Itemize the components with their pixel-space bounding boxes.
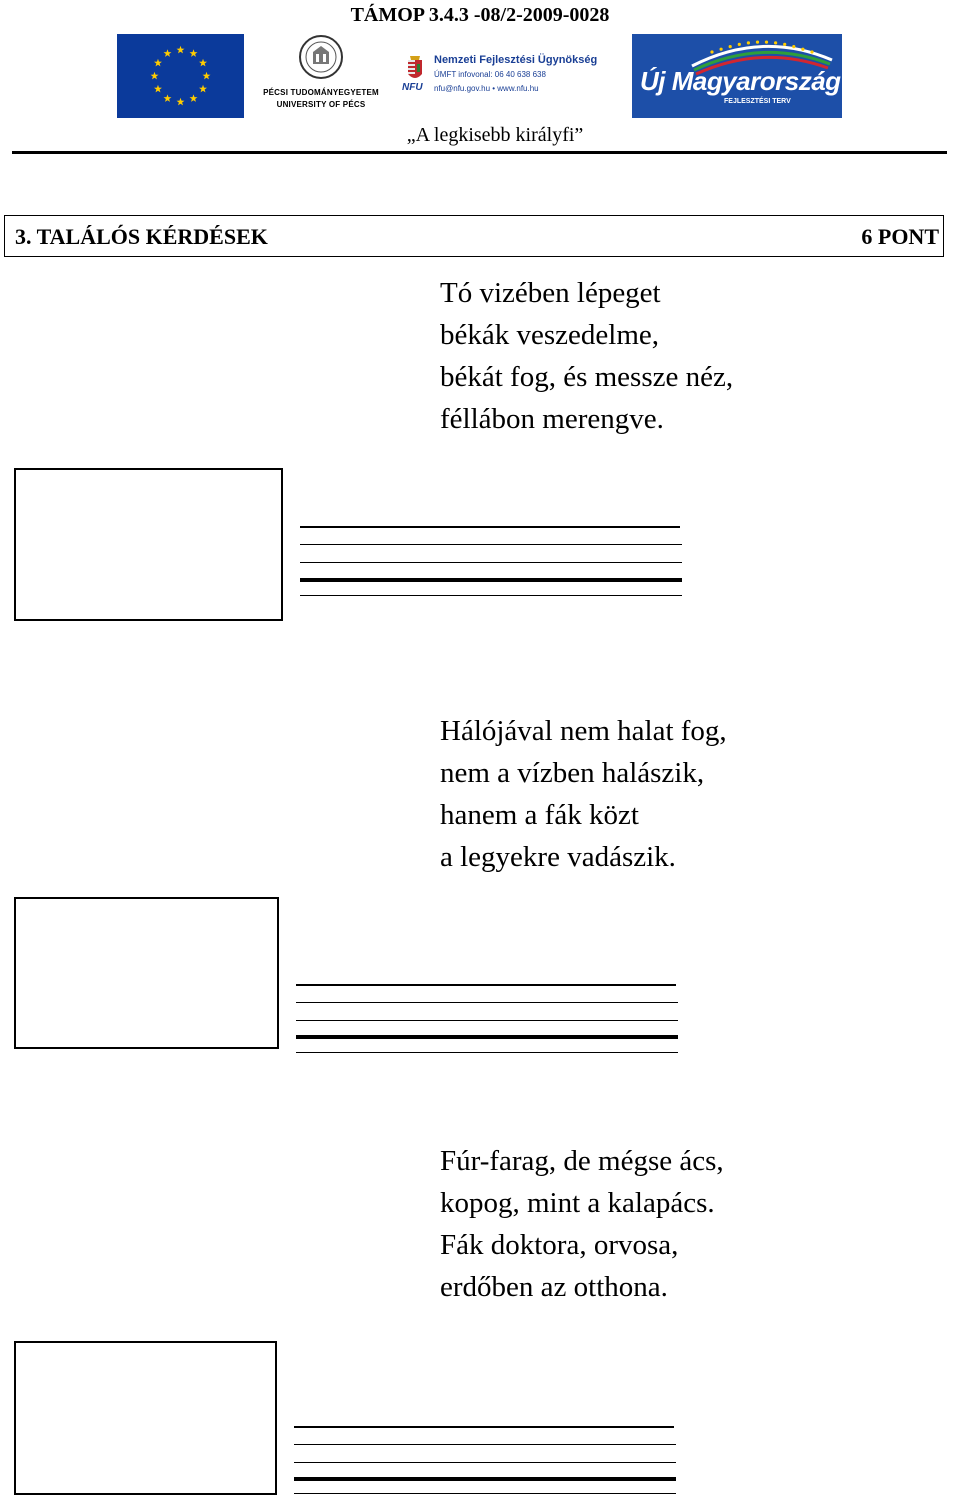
- drawing-box-3[interactable]: [14, 1341, 277, 1495]
- arc-star-icon: [792, 45, 795, 48]
- arc-star-icon: [783, 43, 786, 46]
- arc-star-icon: [729, 45, 732, 48]
- riddle-line: békák veszedelme,: [440, 319, 660, 351]
- answer-line: [294, 1493, 676, 1494]
- answer-line: [296, 1035, 678, 1039]
- arc-star-icon: [747, 41, 750, 44]
- riddle-line: kopog, mint a kalapács.: [440, 1187, 715, 1219]
- answer-line: [296, 1002, 678, 1003]
- riddle-line: erdőben az otthona.: [440, 1271, 668, 1303]
- answer-line: [294, 1477, 676, 1481]
- arc-star-icon: [801, 48, 804, 51]
- uj-magyarorszag-subtitle: FEJLESZTÉSI TERV: [724, 98, 791, 105]
- riddle-line: nem a vízben halászik,: [440, 757, 705, 789]
- answer-line: [296, 1052, 678, 1053]
- section-header: [4, 215, 944, 257]
- answer-lines-2[interactable]: [296, 984, 678, 1056]
- answer-lines-3[interactable]: [294, 1426, 676, 1496]
- arc-star-icon: [710, 50, 713, 53]
- answer-line: [300, 595, 682, 596]
- riddle-line: Fúr-farag, de mégse ács,: [440, 1145, 724, 1177]
- section-title: 3. TALÁLÓS KÉRDÉSEK: [15, 224, 268, 249]
- riddle-3-text: [440, 1140, 940, 1308]
- nfu-logo: [400, 52, 622, 112]
- answer-line: [300, 526, 680, 528]
- answer-line: [296, 984, 676, 986]
- nfu-infoline: ÚMFT infovonal: 06 40 638 638: [434, 70, 546, 79]
- riddle-line: Hálójával nem halat fog,: [440, 715, 727, 747]
- arc-star-icon: [765, 41, 768, 44]
- nfu-contact: nfu@nfu.gov.hu • www.nfu.hu: [434, 84, 539, 93]
- arc-star-icon: [810, 50, 813, 53]
- answer-line: [294, 1426, 674, 1428]
- uj-magyarorszag-logo: [632, 34, 842, 118]
- arc-star-icon: [738, 43, 741, 46]
- riddle-1-text: [440, 272, 940, 440]
- project-code: TÁMOP 3.4.3 -08/2-2009-0028: [350, 4, 610, 26]
- nfu-abbr: NFU: [402, 82, 423, 93]
- drawing-box-1[interactable]: [14, 468, 283, 621]
- eu-flag-icon: [117, 34, 244, 118]
- answer-line: [300, 578, 682, 582]
- arc-star-icon: [756, 41, 759, 44]
- university-name-hu: PÉCSI TUDOMÁNYEGYETEM: [263, 88, 379, 97]
- riddle-line: Fák doktora, orvosa,: [440, 1229, 679, 1261]
- arc-star-icon: [774, 41, 777, 44]
- university-name-en: UNIVERSITY OF PÉCS: [276, 100, 366, 109]
- answer-line: [296, 1020, 678, 1021]
- riddle-line: Tó vizében lépeget: [440, 277, 661, 309]
- answer-line: [300, 562, 682, 563]
- university-seal-icon: [298, 34, 344, 80]
- answer-line: [300, 544, 682, 545]
- answer-line: [294, 1444, 676, 1445]
- section-points: 6 PONT: [861, 224, 939, 249]
- drawing-box-2[interactable]: [14, 897, 279, 1049]
- uj-magyarorszag-title: Új Magyarország: [640, 66, 841, 96]
- header-divider: [12, 151, 947, 154]
- answer-line: [294, 1462, 676, 1463]
- riddle-line: féllábon merengve.: [440, 403, 664, 435]
- riddle-2-text: [440, 710, 940, 878]
- university-logo: [256, 34, 386, 118]
- answer-lines-1[interactable]: [300, 526, 682, 598]
- nfu-name: Nemzeti Fejlesztési Ügynökség: [434, 54, 598, 66]
- riddle-line: a legyekre vadászik.: [440, 841, 676, 873]
- arc-star-icon: [720, 48, 723, 51]
- riddle-line: hanem a fák közt: [440, 799, 639, 831]
- riddle-line: békát fog, és messze néz,: [440, 361, 734, 393]
- document-title: „A legkisebb királyfi”: [406, 124, 584, 146]
